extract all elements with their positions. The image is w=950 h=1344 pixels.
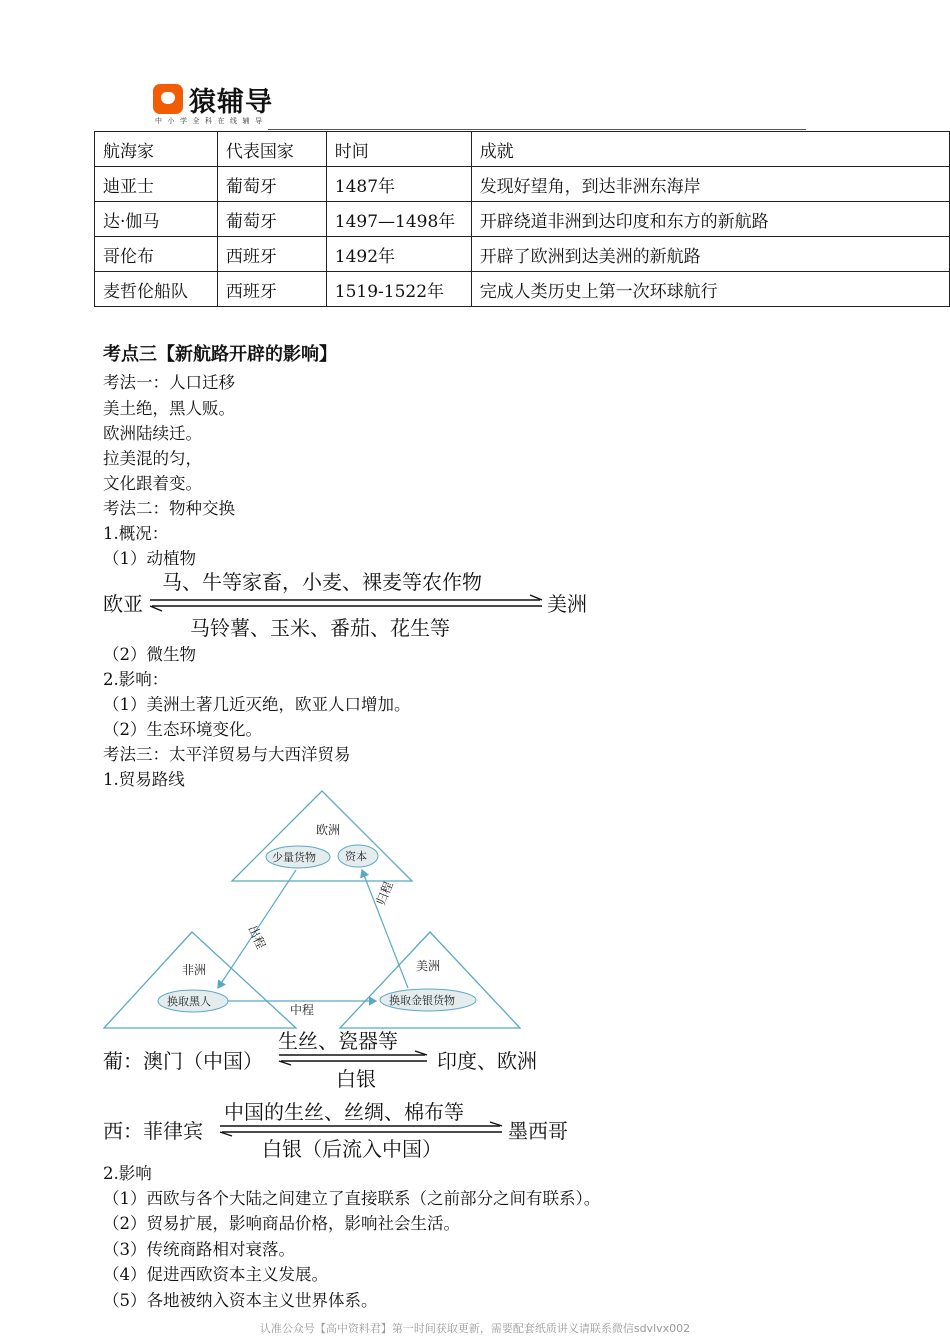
america-label: 美洲 <box>416 959 441 973</box>
text-line: 考法一：人口迁移 <box>103 373 235 392</box>
text-line: （1）美洲土著几近灭绝，欧亚人口增加。 <box>103 695 411 714</box>
es-trade-prefix: 西：菲律宾 <box>103 1119 203 1143</box>
africa-triangle <box>104 932 296 1028</box>
outbound-label: 出程 <box>245 923 269 952</box>
exchange-top-label: 马、牛等家畜，小麦、裸麦等农作物 <box>162 570 482 594</box>
triangle-trade-diagram <box>100 788 525 1034</box>
text-line: 2.影响： <box>103 670 169 689</box>
footer-watermark: 认准公众号【高中资料君】第一时间获取更新，需要配套纸质讲义请联系微信sdvlvx002 <box>259 1322 691 1335</box>
text-line: （2）微生物 <box>103 645 196 664</box>
navigators-table <box>94 131 950 307</box>
exchange-right-label: 美洲 <box>547 592 587 616</box>
text-line: （1）西欧与各个大陆之间建立了直接联系（之前部分之间有联系）。 <box>103 1189 601 1208</box>
europe-label: 欧洲 <box>316 823 341 837</box>
header-divider <box>268 129 806 130</box>
brand-tagline: 中小学全科在线辅导 <box>155 117 268 125</box>
text-line: 2.影响 <box>103 1164 152 1183</box>
text-line: 1.概况： <box>103 524 169 543</box>
table-cell: 1487年 <box>326 167 471 202</box>
america-goods-label: 换取金银货物 <box>389 994 455 1007</box>
brand-name: 猿辅导 <box>189 87 273 118</box>
africa-label: 非洲 <box>182 963 207 977</box>
double-arrow-icon <box>277 1050 431 1068</box>
table-cell: 开辟了欧洲到达美洲的新航路 <box>471 237 949 272</box>
table-cell: 开辟绕道非洲到达印度和东方的新航路 <box>471 202 949 237</box>
table-cell: 哥伦布 <box>95 237 218 272</box>
table-cell: 1492年 <box>326 237 471 272</box>
double-arrow-icon <box>148 594 548 614</box>
table-cell: 西班牙 <box>217 237 326 272</box>
es-trade-bottom: 白银（后流入中国） <box>262 1137 442 1161</box>
text-line: （2）生态环境变化。 <box>103 720 262 739</box>
text-line: 拉美混的匀， <box>103 449 202 468</box>
table-row <box>95 237 950 272</box>
text-line: （5）各地被纳入资本主义世界体系。 <box>103 1291 378 1310</box>
text-line: 欧洲陆续迁。 <box>103 424 202 443</box>
table-cell: 达·伽马 <box>95 202 218 237</box>
table-cell: 葡萄牙 <box>217 202 326 237</box>
text-line: 美土绝，黑人贩。 <box>103 399 235 418</box>
text-line: （2）贸易扩展，影响商品价格，影响社会生活。 <box>103 1214 460 1233</box>
text-line: 考法三：太平洋贸易与大西洋贸易 <box>103 745 351 764</box>
text-line: 1.贸易路线 <box>103 770 185 789</box>
table-header-cell: 时间 <box>326 132 471 167</box>
es-trade-top: 中国的生丝、丝绸、棉布等 <box>224 1100 464 1124</box>
pt-trade-bottom: 白银 <box>336 1067 376 1091</box>
brand-logo-icon <box>153 84 183 114</box>
double-arrow-icon <box>218 1121 506 1139</box>
table-cell: 1497—1498年 <box>326 202 471 237</box>
section-heading: 考点三【新航路开辟的影响】 <box>103 344 337 365</box>
table-header-cell: 代表国家 <box>217 132 326 167</box>
text-line: （3）传统商路相对衰落。 <box>103 1240 295 1259</box>
table-row <box>95 272 950 307</box>
europe-capital-label: 资本 <box>345 850 367 863</box>
table-cell: 发现好望角，到达非洲东海岸 <box>471 167 949 202</box>
pt-trade-right: 印度、欧洲 <box>437 1049 537 1073</box>
pt-trade-prefix: 葡：澳门（中国） <box>103 1049 263 1073</box>
pt-trade-top: 生丝、瓷器等 <box>278 1029 398 1053</box>
america-triangle <box>340 932 520 1028</box>
exchange-bottom-label: 马铃薯、玉米、番茄、花生等 <box>190 616 450 640</box>
table-cell: 葡萄牙 <box>217 167 326 202</box>
exchange-left-label: 欧亚 <box>103 592 143 616</box>
table-header-cell: 成就 <box>471 132 949 167</box>
table-row <box>95 167 950 202</box>
table-cell: 1519-1522年 <box>326 272 471 307</box>
table-cell: 西班牙 <box>217 272 326 307</box>
middle-label: 中程 <box>290 1003 315 1017</box>
table-row <box>95 202 950 237</box>
es-trade-right: 墨西哥 <box>508 1119 568 1143</box>
text-line: （4）促进西欧资本主义发展。 <box>103 1265 328 1284</box>
europe-goods-label: 少量货物 <box>272 851 316 864</box>
table-cell: 完成人类历史上第一次环球航行 <box>471 272 949 307</box>
table-cell: 麦哲伦船队 <box>95 272 218 307</box>
text-line: （1）动植物 <box>103 549 196 568</box>
table-header-row <box>95 132 950 167</box>
africa-slaves-label: 换取黑人 <box>167 995 211 1008</box>
text-line: 文化跟着变。 <box>103 474 202 493</box>
return-label: 归程 <box>373 879 396 908</box>
text-line: 考法二：物种交换 <box>103 499 235 518</box>
table-header-cell: 航海家 <box>95 132 218 167</box>
table-cell: 迪亚士 <box>95 167 218 202</box>
